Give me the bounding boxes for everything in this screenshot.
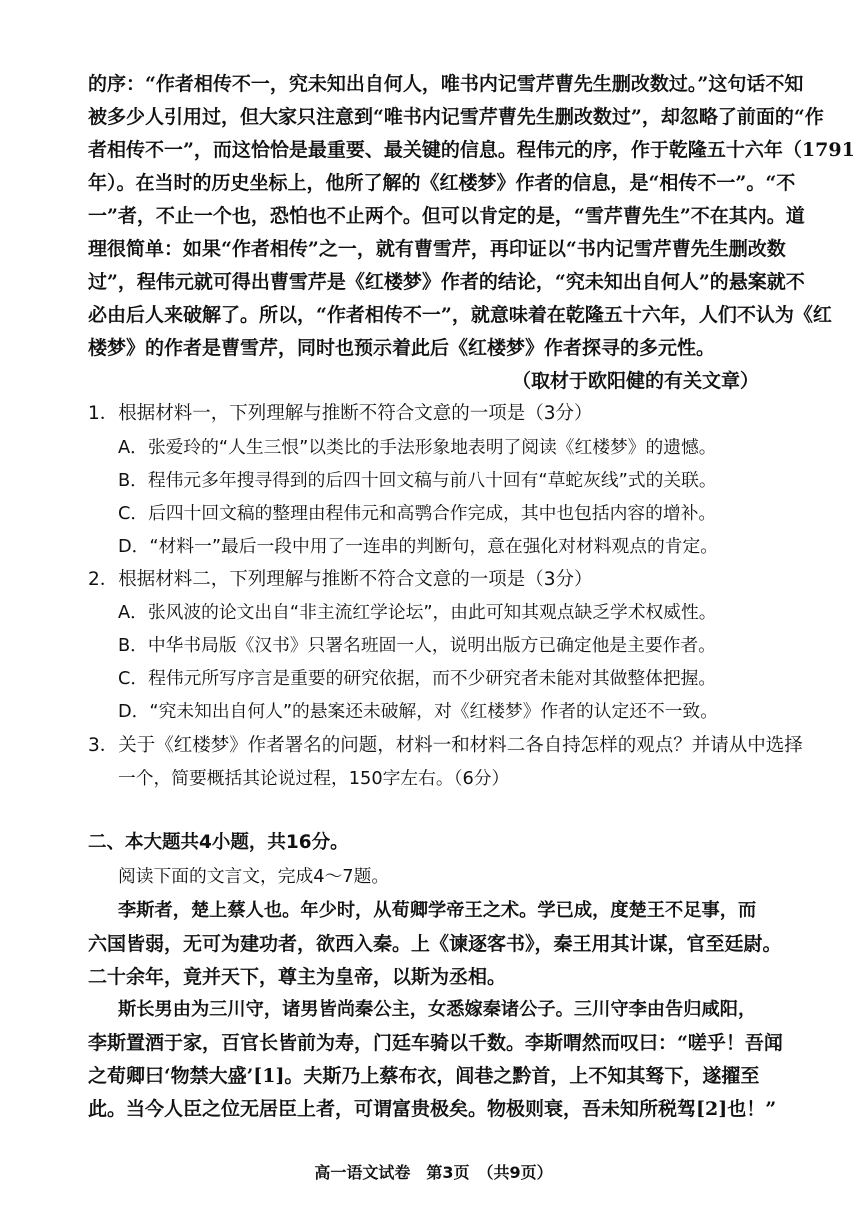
question-1-option-c: C．后四十回文稿的整理由程伟元和高鹗合作完成，其中也包括内容的增补。: [118, 504, 717, 524]
question-1-option-a: A．张爱玲的“人生三恨”以类比的手法形象地表明了阅读《红楼梦》的遗憾。: [118, 438, 717, 458]
passage-line: 一”者，不止一个也，恐怕也不止两个。但可以肯定的是，“雪芹曹先生”不在其内。道: [88, 205, 805, 227]
section-2-instruction: 阅读下面的文言文，完成4～7题。: [118, 867, 390, 887]
passage-line: 年）。在当时的历史坐标上，他所了解的《红楼梦》作者的信息，是“相传不一”。“不: [88, 172, 796, 194]
page-footer: 高一语文试卷 第3页 （共9页）: [314, 1163, 553, 1182]
passage-line: 必由后人来破解了。所以，“作者相传不一”，就意味着在乾隆五十六年，人们不认为《红: [88, 304, 832, 326]
passage-line: 者相传不一”，而这恰恰是最重要、最关键的信息。程伟元的序，作于乾隆五十六年（1791: [88, 139, 855, 161]
question-1-option-d: D．“材料一”最后一段中用了一连串的判断句，意在强化对材料观点的肯定。: [118, 537, 719, 557]
question-3-line-2: 一个，简要概括其论说过程，150字左右。（6分）: [118, 769, 510, 789]
question-2-option-b: B．中华书局版《汉书》只署名班固一人，说明出版方已确定他是主要作者。: [118, 636, 716, 656]
passage-line: 的序：“作者相传不一，究未知出自何人，唯书内记雪芹曹先生删改数过。”这句话不知: [88, 73, 804, 95]
classical-text-line: 斯长男由为三川守，诸男皆尚秦公主，女悉嫁秦诸公子。三川守李由告归咸阳，: [118, 999, 757, 1020]
question-1-option-b: B．程伟元多年搜寻得到的后四十回文稿与前八十回有“草蛇灰线”式的关联。: [118, 471, 717, 491]
classical-text-line: 之荀卿曰‘物禁大盛’[1]。夫斯乃上蔡布衣，闾巷之黔首，上不知其驽下，遂擢至: [88, 1065, 760, 1087]
source-note: （取材于欧阳健的有关文章）: [511, 370, 759, 392]
classical-text-line: 此。当今人臣之位无居臣上者，可谓富贵极矣。物极则衰，吾未知所税驾[2]也！”: [88, 1098, 777, 1120]
classical-text-line: 李斯者，楚上蔡人也。年少时，从荀卿学帝王之术。学已成，度楚王不足事，而: [118, 900, 757, 921]
passage-line: 理很简单：如果“作者相传”之一，就有曹雪芹，再印证以“书内记雪芹曹先生删改数: [88, 238, 786, 260]
classical-text-line: 六国皆弱，无可为建功者，欲西入秦。上《谏逐客书》，秦王用其计谋，官至廷尉。: [88, 933, 782, 955]
passage-line: 被多少人引用过，但大家只注意到“唯书内记雪芹曹先生删改数过”，却忽略了前面的“作: [88, 106, 824, 128]
question-3-line-1: 3．关于《红楼梦》作者署名的问题，材料一和材料二各自持怎样的观点？并请从中选择: [88, 735, 803, 756]
passage-line: 楼梦》的作者是曹雪芹，同时也预示着此后《红楼梦》作者探寻的多元性。: [88, 337, 716, 359]
classical-text-line: 二十余年，竟并天下，尊主为皇帝，以斯为丞相。: [88, 966, 507, 988]
question-2-option-c: C．程伟元所写序言是重要的研究依据，而不少研究者未能对其做整体把握。: [118, 669, 717, 689]
classical-text-line: 李斯置酒于家，百官长皆前为寿，门廷车骑以千数。李斯喟然而叹曰：“嗟乎！吾闻: [88, 1032, 783, 1054]
question-2-option-a: A．张风波的论文出自“非主流红学论坛”，由此可知其观点缺乏学术权威性。: [118, 603, 717, 623]
question-2-stem: 2．根据材料二，下列理解与推断不符合文意的一项是（3分）: [88, 569, 593, 590]
passage-line: 过”，程伟元就可得出曹雪芹是《红楼梦》作者的结论，“究未知出自何人”的悬案就不: [88, 271, 805, 293]
question-2-option-d: D．“究未知出自何人”的悬案还未破解，对《红楼梦》作者的认定还不一致。: [118, 702, 719, 722]
section-2-heading: 二、本大题共4小题，共16分。: [88, 832, 349, 853]
question-1-stem: 1．根据材料一，下列理解与推断不符合文意的一项是（3分）: [88, 403, 593, 424]
